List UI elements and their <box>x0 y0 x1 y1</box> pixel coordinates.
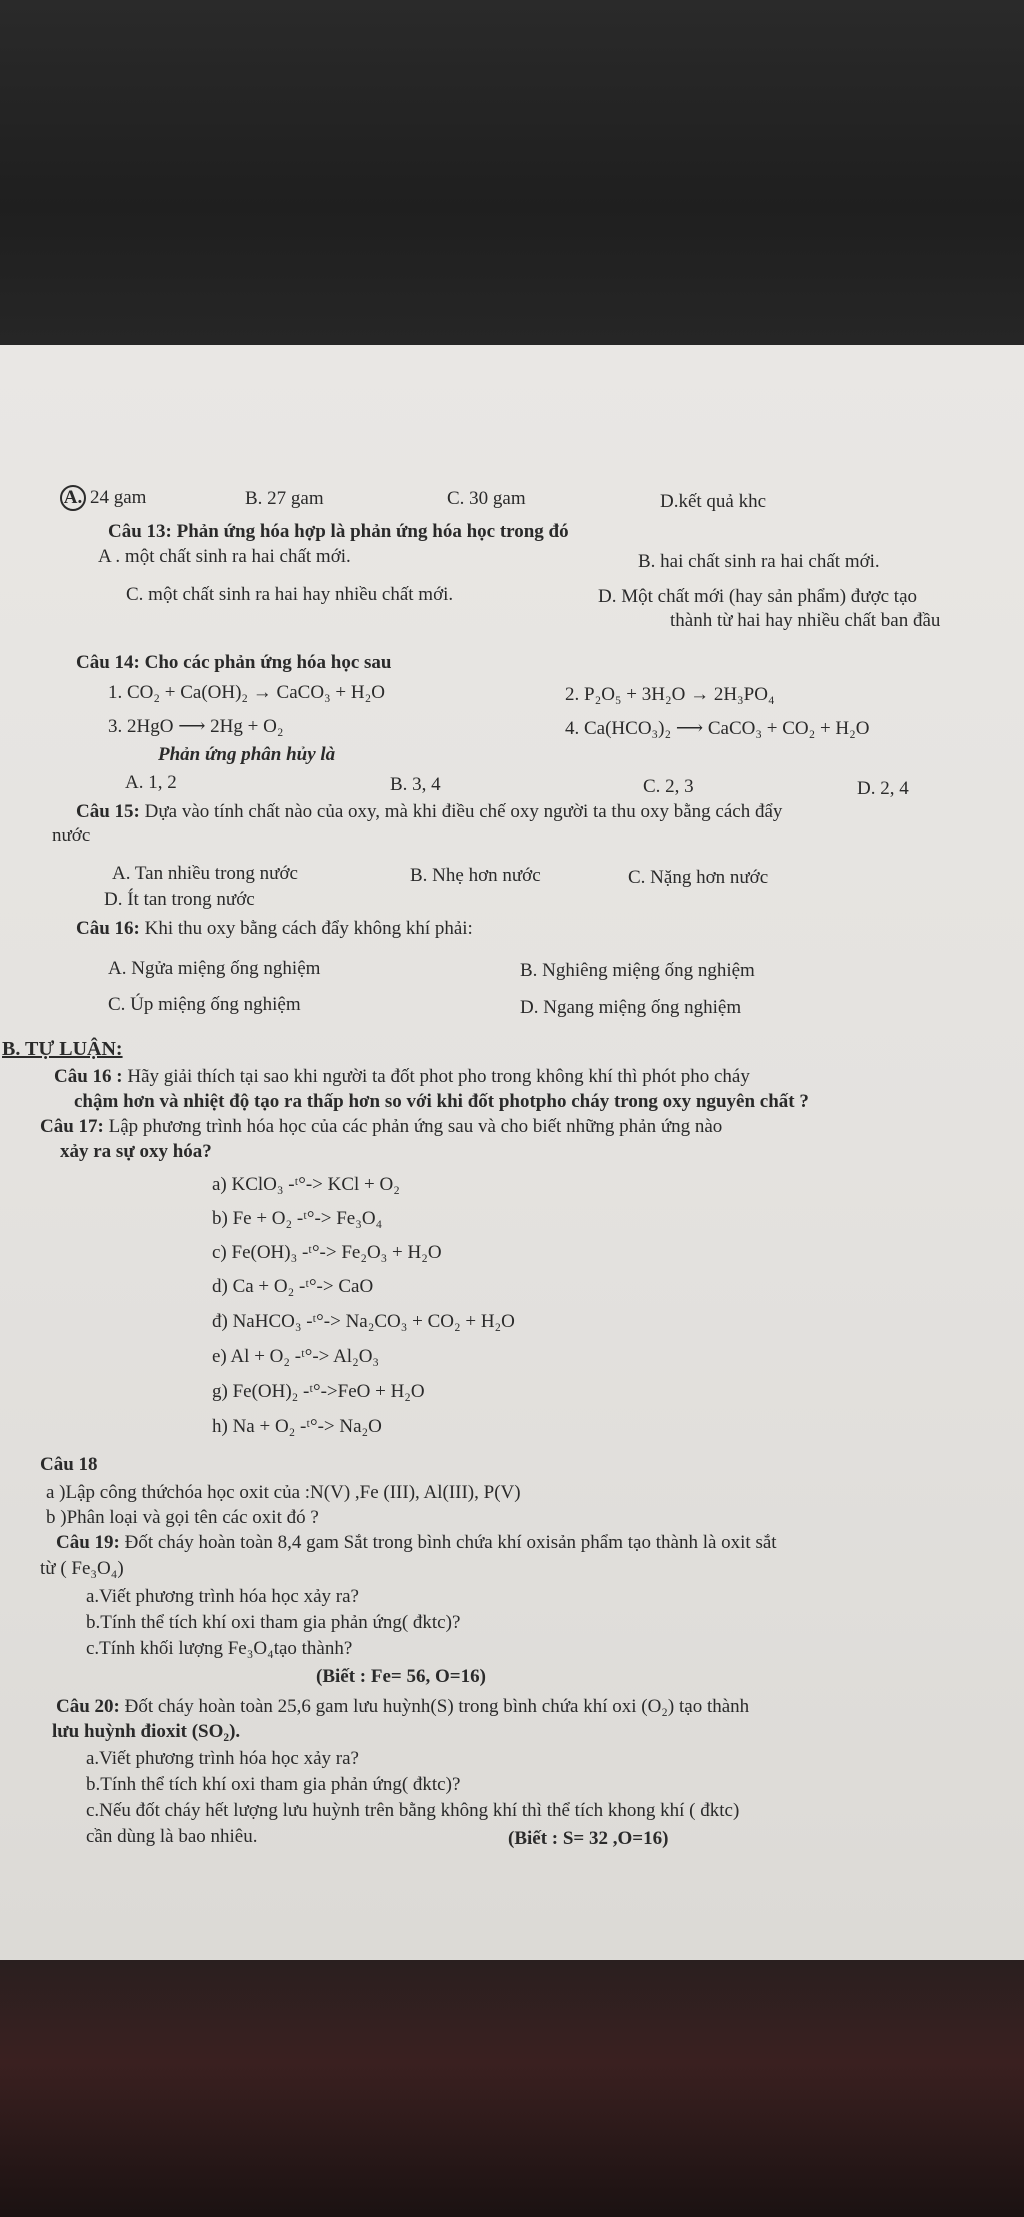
q20-text: Câu 20: Đốt cháy hoàn toàn 25,6 gam lưu huỳnh(S) trong bình chứa khí oxi (O₂) tạo thành <box>56 1696 750 1717</box>
q14-reaction-3: 3. 2HgO ⟶ 2Hg + O₂ <box>108 716 284 737</box>
q20-part-c-cont: cần dùng là bao nhiêu. <box>86 1826 258 1847</box>
q17-reaction-dd: đ) NaHCO₃ -ᵗ°-> Na₂CO₃ + CO₂ + H₂O <box>212 1311 515 1332</box>
q19-part-c: c.Tính khối lượng Fe₃O₄tạo thành? <box>86 1638 353 1659</box>
photo-background-top <box>0 0 1024 345</box>
q20-given: (Biết : S= 32 ,O=16) <box>508 1828 669 1849</box>
q18-label: Câu 18 <box>40 1454 98 1475</box>
q16mc-option-d: D. Ngang miệng ống nghiệm <box>520 997 742 1018</box>
q17-reaction-d: d) Ca + O₂ -ᵗ°-> CaO <box>212 1276 374 1297</box>
q17-reaction-c: c) Fe(OH)₃ -ᵗ°-> Fe₂O₃ + H₂O <box>212 1242 442 1263</box>
q13-option-d: D. Một chất mới (hay sản phẩm) được tạo <box>598 586 918 607</box>
q16-essay-text: Câu 16 : Hãy giải thích tại sao khi người ta đốt phot pho trong không khí thì phót pho cháy <box>54 1066 750 1087</box>
q14-option-d: D. 2, 4 <box>857 778 909 799</box>
selected-answer-circle: A. <box>60 485 86 511</box>
q15-option-d: D. Ít tan trong nước <box>104 889 255 910</box>
q15-stem: Câu 15: Dựa vào tính chất nào của oxy, mà khi điều chế oxy người ta thu oxy bằng cách đẩy <box>76 801 783 822</box>
q12-option-b: B. 27 gam <box>245 488 324 509</box>
q16mc-option-b: B. Nghiêng miệng ống nghiệm <box>520 960 755 981</box>
q15-option-c: C. Nặng hơn nước <box>628 867 769 888</box>
q20-text-cont: lưu huỳnh đioxit (SO₂). <box>52 1721 241 1742</box>
q20-part-a: a.Viết phương trình hóa học xảy ra? <box>86 1748 359 1769</box>
photo-background-bottom <box>0 1960 1024 2217</box>
q19-text: Câu 19: Đốt cháy hoàn toàn 8,4 gam Sắt trong bình chứa khí oxisản phẩm tạo thành là oxit sắt <box>56 1532 777 1553</box>
q13-stem: Câu 13: Phản ứng hóa hợp là phản ứng hóa học trong đó <box>108 521 569 542</box>
q18-part-a: a )Lập công thứchóa học oxit của :N(V) ,Fe (III), Al(III), P(V) <box>46 1482 521 1503</box>
q16mc-stem: Câu 16: Khi thu oxy bằng cách đẩy không khí phải: <box>76 918 473 939</box>
q13-option-b: B. hai chất sinh ra hai chất mới. <box>638 551 880 572</box>
q14-reaction-4: 4. Ca(HCO₃)₂ ⟶ CaCO₃ + CO₂ + H₂O <box>565 718 870 739</box>
q19-text-cont: từ ( Fe₃O₄) <box>40 1558 124 1579</box>
q12-option-a: A. 24 gam <box>60 485 146 511</box>
q14-option-c: C. 2, 3 <box>643 776 694 797</box>
q17-text: Câu 17: Lập phương trình hóa học của các phản ứng sau và cho biết những phản ứng nào <box>40 1116 723 1137</box>
q13-option-a: A . một chất sinh ra hai chất mới. <box>98 546 351 567</box>
q19-given: (Biết : Fe= 56, O=16) <box>316 1666 486 1687</box>
q17-reaction-a: a) KClO₃ -ᵗ°-> KCl + O₂ <box>212 1174 400 1195</box>
q19-part-a: a.Viết phương trình hóa học xảy ra? <box>86 1586 359 1607</box>
q16-essay-text-cont: chậm hơn và nhiệt độ tạo ra thấp hơn so với khi đốt photpho cháy trong oxy nguyên chất ? <box>74 1091 809 1112</box>
q19-part-b: b.Tính thể tích khí oxi tham gia phản ứng( đktc)? <box>86 1612 461 1633</box>
q15-stem-cont: nước <box>52 825 91 846</box>
q12-option-d: D.kết quả khc <box>660 491 767 512</box>
q20-part-b: b.Tính thể tích khí oxi tham gia phản ứng( đktc)? <box>86 1774 461 1795</box>
q18-part-b: b )Phân loại và gọi tên các oxit đó ? <box>46 1507 319 1528</box>
q14-reaction-2: 2. P₂O₅ + 3H₂O → 2H₃PO₄ <box>565 684 775 705</box>
q17-text-cont: xảy ra sự oxy hóa? <box>60 1141 212 1162</box>
q15-option-b: B. Nhẹ hơn nước <box>410 865 541 886</box>
q17-reaction-b: b) Fe + O₂ -ᵗ°-> Fe₃O₄ <box>212 1208 383 1229</box>
q17-reaction-e: e) Al + O₂ -ᵗ°-> Al₂O₃ <box>212 1346 380 1367</box>
q16mc-option-a: A. Ngửa miệng ống nghiệm <box>108 958 321 979</box>
q14-option-b: B. 3, 4 <box>390 774 441 795</box>
q12-option-c: C. 30 gam <box>447 488 526 509</box>
q16mc-option-c: C. Úp miệng ống nghiệm <box>108 994 301 1015</box>
q17-reaction-h: h) Na + O₂ -ᵗ°-> Na₂O <box>212 1416 382 1437</box>
q13-option-d-cont: thành từ hai hay nhiều chất ban đầu <box>670 610 941 631</box>
q20-part-c: c.Nếu đốt cháy hết lượng lưu huỳnh trên bằng không khí thì thể tích khong khí ( đktc) <box>86 1800 740 1821</box>
q14-option-a: A. 1, 2 <box>125 772 177 793</box>
q14-stem: Câu 14: Cho các phản ứng hóa học sau <box>76 652 392 673</box>
q17-reaction-g: g) Fe(OH)₂ -ᵗ°->FeO + H₂O <box>212 1381 425 1402</box>
section-b-title: B. TỰ LUẬN: <box>2 1038 123 1060</box>
q14-question: Phản ứng phân hủy là <box>158 744 336 765</box>
q13-option-c: C. một chất sinh ra hai hay nhiều chất mới. <box>126 584 454 605</box>
q15-option-a: A. Tan nhiều trong nước <box>112 863 298 884</box>
q14-reaction-1: 1. CO₂ + Ca(OH)₂ → CaCO₃ + H₂O <box>108 682 385 703</box>
exam-paper <box>0 345 1024 1965</box>
